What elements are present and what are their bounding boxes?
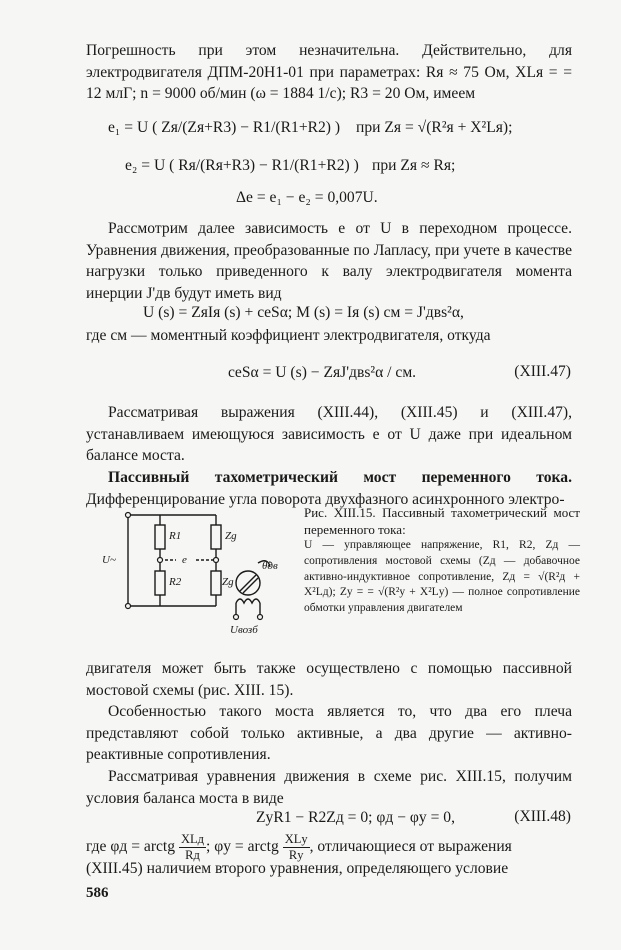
figure-caption [304,505,580,617]
p9-part-a: где φд = arctg [86,838,176,856]
equation-ce: ceSα = U (s) − ZяJ'двs²α / cм. [228,364,417,381]
paragraph-1: Погрешность при этом незначительна. Действительно, для электродвигателя ДПМ-20Н1-01 при параметрах: Rя ≈ 75 Ом, XLя = = 12 млГ; n = 9000 об/мин (ω = 1884 1/c); R3 = 20 Ом, имеем [86,42,572,102]
equation-e1: e₁ = U ( Zя/(Zя+R3) − R1/(R1+R2) ) [108,119,341,136]
impedance-zg-top [211,525,221,549]
fraction-phi-y-numerator: XLу [284,832,308,846]
equation-e1-condition: при Zя = √(R²я + X²Lя); [356,119,513,136]
fraction-phi-d-numerator: XLд [180,832,204,846]
label-zg-bottom: Zg [222,576,234,588]
label-r2: R2 [169,576,182,588]
p9-part-c: , отличающиеся от выражения [309,838,512,856]
label-u: U~ [102,554,116,566]
paragraph-6: двигателя может быть также осуществлено с помощью пассивной мостовой схемы (рис. XIII. 15). [86,660,572,699]
resistor-r2 [155,571,165,595]
caption-title: Рис. XIII.15. Пассивный тахометрический мост переменного тока: [304,505,580,537]
equation-number-47: (XIII.47) [514,363,571,380]
label-e: e [182,554,187,566]
p9-part-b: ; φу = arctg [206,838,279,856]
caption-body: U — управляющее напряжение, R1, R2, Zд — сопротивления мостовой схемы (Zд — добавочное активно-индуктивное сопротивление, Zд = √(R²д + X²Lд); Zу = = √(R²у + X²Lу) — полное сопротивление обмотки управления двигателем [304,539,580,615]
paragraph-9-line-2: (XIII.45) наличием второго уравнения, определяющего условие [86,860,509,877]
paragraph-8: Рассматривая уравнения движения в схеме рис. XIII.15, получим условия баланса моста в виде [86,768,572,807]
paragraph-5-text: Дифференцирование угла поворота двухфазного асинхронного электро- [86,490,565,508]
resistor-r1 [155,525,165,549]
fraction-phi-y-denominator: Rу [288,848,304,862]
paragraph-3: где cм — моментный коэффициент электродвигателя, откуда [86,327,491,344]
impedance-zg-bottom [211,571,221,595]
label-r1: R1 [169,530,182,542]
paragraph-7: Особенностью такого моста является то, что два его плеча представляют собой только активные, а два другие — активно-реактивные сопротивления. [86,703,572,763]
equation-delta: Δe = e₁ − e₂ = 0,007U. [236,189,378,206]
equation-e2-condition: при Zя ≈ Rя; [372,157,456,174]
fraction-phi-d-denominator: Rд [185,848,200,862]
label-theta: θ̇дв [262,560,278,572]
equation-e2: e₂ = U ( Rя/(Rя+R3) − R1/(R1+R2) ) [125,157,359,174]
equation-laplace: U (s) = ZяIя (s) + ceSα; M (s) = Iя (s) cм = J'двs²α, [143,304,464,321]
bridge-circuit-diagram [100,503,290,653]
label-uvozb: Uвозб [230,624,258,636]
equation-number-48: (XIII.48) [514,808,571,825]
section-heading: Пассивный тахометрический мост переменного тока. [108,469,572,486]
paragraph-2: Рассмотрим далее зависимость e от U в переходном процессе. Уравнения движения, преобразованные по Лапласу, при учете в качестве нагрузки только приведенного к валу электродвигателя момента инерции J'дв будут иметь вид [86,220,572,302]
paragraph-4: Рассматривая выражения (XIII.44), (XIII.45) и (XIII.47), устанавливаем имеющуюся зависимость e от U даже при идеальном балансе моста. [86,404,572,464]
label-zg-top: Zg [225,530,237,542]
equation-balance: ZуR1 − R2Zд = 0; φд − φу = 0, [256,809,455,826]
page-number: 586 [86,885,109,901]
